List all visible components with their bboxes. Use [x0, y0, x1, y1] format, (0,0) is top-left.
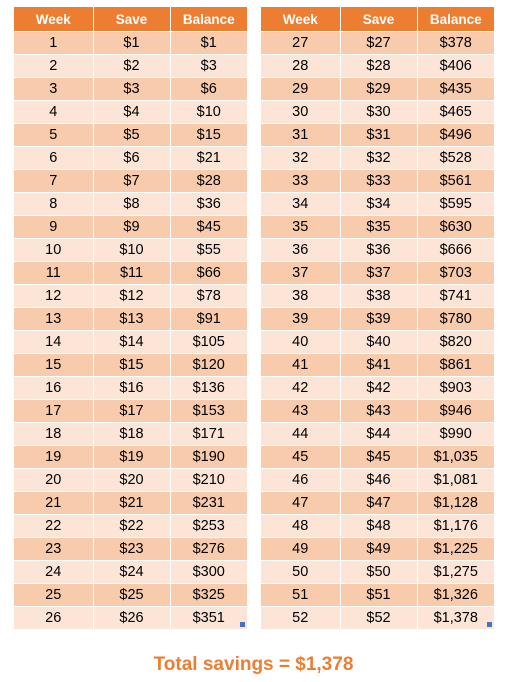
table-row — [14, 538, 247, 561]
save-cell: $52 — [340, 607, 417, 630]
balance-cell: $231 — [170, 492, 247, 515]
table-row — [261, 538, 494, 561]
table-resize-handle[interactable] — [487, 622, 492, 627]
save-cell: $49 — [340, 538, 417, 561]
save-cell: $50 — [340, 561, 417, 584]
week-cell: 40 — [261, 331, 340, 354]
balance-cell: $190 — [170, 446, 247, 469]
week-cell: 11 — [14, 262, 93, 285]
balance-cell: $55 — [170, 239, 247, 262]
week-cell: 48 — [261, 515, 340, 538]
week-cell: 47 — [261, 492, 340, 515]
balance-cell: $1 — [170, 32, 247, 55]
save-cell: $10 — [93, 239, 170, 262]
table-row — [14, 101, 247, 124]
save-cell: $33 — [340, 170, 417, 193]
balance-cell: $946 — [417, 400, 494, 423]
save-cell: $27 — [340, 32, 417, 55]
save-cell: $21 — [93, 492, 170, 515]
week-cell: 35 — [261, 216, 340, 239]
balance-cell: $91 — [170, 308, 247, 331]
balance-cell: $3 — [170, 55, 247, 78]
table-row — [261, 607, 494, 630]
balance-cell: $666 — [417, 239, 494, 262]
save-cell: $37 — [340, 262, 417, 285]
save-cell: $15 — [93, 354, 170, 377]
week-cell: 32 — [261, 147, 340, 170]
week-cell: 19 — [14, 446, 93, 469]
week-cell: 20 — [14, 469, 93, 492]
save-cell: $23 — [93, 538, 170, 561]
balance-cell: $1,326 — [417, 584, 494, 607]
table-row — [14, 193, 247, 216]
table-row — [261, 170, 494, 193]
save-cell: $39 — [340, 308, 417, 331]
balance-cell: $36 — [170, 193, 247, 216]
week-cell: 50 — [261, 561, 340, 584]
week-cell: 31 — [261, 124, 340, 147]
total-savings-label: Total savings = $1,378 — [153, 654, 354, 675]
table-row — [261, 193, 494, 216]
table-row — [261, 101, 494, 124]
table-row — [14, 561, 247, 584]
table-row — [261, 147, 494, 170]
save-cell: $43 — [340, 400, 417, 423]
save-cell: $18 — [93, 423, 170, 446]
balance-cell: $780 — [417, 308, 494, 331]
table-row — [14, 285, 247, 308]
save-cell: $42 — [340, 377, 417, 400]
balance-cell: $210 — [170, 469, 247, 492]
save-cell: $47 — [340, 492, 417, 515]
table-header-row — [261, 7, 494, 32]
save-cell: $30 — [340, 101, 417, 124]
balance-cell: $378 — [417, 32, 494, 55]
balance-cell: $276 — [170, 538, 247, 561]
balance-cell: $561 — [417, 170, 494, 193]
table-row — [14, 308, 247, 331]
week-cell: 29 — [261, 78, 340, 101]
week-cell: 25 — [14, 584, 93, 607]
balance-cell: $990 — [417, 423, 494, 446]
week-cell: 18 — [14, 423, 93, 446]
balance-cell: $465 — [417, 101, 494, 124]
save-cell: $41 — [340, 354, 417, 377]
balance-cell: $10 — [170, 101, 247, 124]
save-cell: $29 — [340, 78, 417, 101]
save-cell: $20 — [93, 469, 170, 492]
table-row — [261, 331, 494, 354]
week-cell: 28 — [261, 55, 340, 78]
balance-column-header: Balance — [417, 7, 494, 32]
table-row — [261, 469, 494, 492]
week-cell: 5 — [14, 124, 93, 147]
table-row — [261, 584, 494, 607]
table-row — [14, 216, 247, 239]
table-row — [261, 423, 494, 446]
week-cell: 1 — [14, 32, 93, 55]
table-row — [14, 446, 247, 469]
balance-cell: $21 — [170, 147, 247, 170]
week-cell: 13 — [14, 308, 93, 331]
table-row — [14, 262, 247, 285]
week-cell: 16 — [14, 377, 93, 400]
table-row — [261, 400, 494, 423]
week-cell: 10 — [14, 239, 93, 262]
table-header-row — [14, 7, 247, 32]
save-cell: $25 — [93, 584, 170, 607]
save-cell: $9 — [93, 216, 170, 239]
save-cell: $4 — [93, 101, 170, 124]
week-cell: 9 — [14, 216, 93, 239]
balance-cell: $136 — [170, 377, 247, 400]
save-column-header: Save — [340, 7, 417, 32]
week-cell: 14 — [14, 331, 93, 354]
balance-cell: $496 — [417, 124, 494, 147]
balance-cell: $820 — [417, 331, 494, 354]
balance-cell: $703 — [417, 262, 494, 285]
table-row — [261, 124, 494, 147]
table-row — [14, 400, 247, 423]
week-cell: 44 — [261, 423, 340, 446]
balance-cell: $1,081 — [417, 469, 494, 492]
table-row — [261, 377, 494, 400]
balance-cell: $903 — [417, 377, 494, 400]
table-row — [261, 561, 494, 584]
table-row — [14, 331, 247, 354]
table-row — [14, 32, 247, 55]
table-row — [14, 423, 247, 446]
week-cell: 41 — [261, 354, 340, 377]
table-row — [14, 584, 247, 607]
week-cell: 46 — [261, 469, 340, 492]
week-cell: 17 — [14, 400, 93, 423]
save-cell: $19 — [93, 446, 170, 469]
week-cell: 4 — [14, 101, 93, 124]
week-cell: 33 — [261, 170, 340, 193]
balance-cell: $741 — [417, 285, 494, 308]
table-row — [14, 239, 247, 262]
balance-cell: $351 — [170, 607, 247, 630]
week-cell: 37 — [261, 262, 340, 285]
balance-cell: $105 — [170, 331, 247, 354]
week-cell: 49 — [261, 538, 340, 561]
balance-cell: $120 — [170, 354, 247, 377]
save-cell: $38 — [340, 285, 417, 308]
week-cell: 45 — [261, 446, 340, 469]
week-cell: 23 — [14, 538, 93, 561]
save-cell: $40 — [340, 331, 417, 354]
save-cell: $5 — [93, 124, 170, 147]
week-cell: 8 — [14, 193, 93, 216]
week-cell: 26 — [14, 607, 93, 630]
table-row — [14, 607, 247, 630]
balance-cell: $325 — [170, 584, 247, 607]
balance-cell: $253 — [170, 515, 247, 538]
save-cell: $8 — [93, 193, 170, 216]
table-row — [14, 469, 247, 492]
table-row — [261, 446, 494, 469]
save-cell: $7 — [93, 170, 170, 193]
week-cell: 22 — [14, 515, 93, 538]
save-cell: $3 — [93, 78, 170, 101]
week-column-header: Week — [261, 7, 340, 32]
save-cell: $17 — [93, 400, 170, 423]
balance-column-header: Balance — [170, 7, 247, 32]
balance-cell: $171 — [170, 423, 247, 446]
save-cell: $44 — [340, 423, 417, 446]
save-cell: $28 — [340, 55, 417, 78]
week-cell: 36 — [261, 239, 340, 262]
table-row — [14, 515, 247, 538]
table-row — [261, 239, 494, 262]
week-cell: 24 — [14, 561, 93, 584]
balance-cell: $595 — [417, 193, 494, 216]
table-row — [261, 308, 494, 331]
save-cell: $34 — [340, 193, 417, 216]
save-cell: $32 — [340, 147, 417, 170]
week-cell: 42 — [261, 377, 340, 400]
week-cell: 27 — [261, 32, 340, 55]
table-row — [261, 354, 494, 377]
save-cell: $6 — [93, 147, 170, 170]
table-row — [14, 147, 247, 170]
save-cell: $24 — [93, 561, 170, 584]
balance-cell: $435 — [417, 78, 494, 101]
balance-cell: $861 — [417, 354, 494, 377]
balance-cell: $1,225 — [417, 538, 494, 561]
table-row — [261, 515, 494, 538]
table-row — [14, 170, 247, 193]
table-row — [261, 216, 494, 239]
save-cell: $13 — [93, 308, 170, 331]
save-cell: $45 — [340, 446, 417, 469]
week-cell: 15 — [14, 354, 93, 377]
week-cell: 52 — [261, 607, 340, 630]
save-cell: $36 — [340, 239, 417, 262]
table-row — [261, 285, 494, 308]
balance-cell: $153 — [170, 400, 247, 423]
balance-cell: $528 — [417, 147, 494, 170]
table-row — [261, 492, 494, 515]
week-cell: 43 — [261, 400, 340, 423]
table-row — [14, 55, 247, 78]
table-resize-handle[interactable] — [240, 622, 245, 627]
table-row — [14, 354, 247, 377]
save-cell: $22 — [93, 515, 170, 538]
week-cell: 38 — [261, 285, 340, 308]
week-cell: 21 — [14, 492, 93, 515]
table-row — [261, 32, 494, 55]
week-cell: 51 — [261, 584, 340, 607]
table-row — [14, 78, 247, 101]
week-cell: 7 — [14, 170, 93, 193]
week-cell: 39 — [261, 308, 340, 331]
week-cell: 30 — [261, 101, 340, 124]
table-row — [261, 78, 494, 101]
week-cell: 6 — [14, 147, 93, 170]
balance-cell: $6 — [170, 78, 247, 101]
balance-cell: $630 — [417, 216, 494, 239]
table-row — [14, 492, 247, 515]
week-cell: 2 — [14, 55, 93, 78]
balance-cell: $15 — [170, 124, 247, 147]
balance-cell: $1,035 — [417, 446, 494, 469]
balance-cell: $1,275 — [417, 561, 494, 584]
save-cell: $1 — [93, 32, 170, 55]
save-cell: $11 — [93, 262, 170, 285]
balance-cell: $45 — [170, 216, 247, 239]
save-cell: $46 — [340, 469, 417, 492]
savings-table-weeks-27-52 — [261, 7, 494, 629]
save-cell: $48 — [340, 515, 417, 538]
save-cell: $16 — [93, 377, 170, 400]
balance-cell: $1,176 — [417, 515, 494, 538]
balance-cell: $1,378 — [417, 607, 494, 630]
balance-cell: $28 — [170, 170, 247, 193]
balance-cell: $78 — [170, 285, 247, 308]
table-row — [14, 377, 247, 400]
week-column-header: Week — [14, 7, 93, 32]
save-cell: $14 — [93, 331, 170, 354]
balance-cell: $406 — [417, 55, 494, 78]
balance-cell: $1,128 — [417, 492, 494, 515]
save-cell: $51 — [340, 584, 417, 607]
save-cell: $26 — [93, 607, 170, 630]
save-cell: $12 — [93, 285, 170, 308]
save-cell: $35 — [340, 216, 417, 239]
table-row — [261, 55, 494, 78]
week-cell: 12 — [14, 285, 93, 308]
balance-cell: $66 — [170, 262, 247, 285]
week-cell: 34 — [261, 193, 340, 216]
week-cell: 3 — [14, 78, 93, 101]
table-row — [261, 262, 494, 285]
balance-cell: $300 — [170, 561, 247, 584]
save-cell: $2 — [93, 55, 170, 78]
save-column-header: Save — [93, 7, 170, 32]
save-cell: $31 — [340, 124, 417, 147]
savings-table-weeks-1-26 — [14, 7, 247, 629]
table-row — [14, 124, 247, 147]
